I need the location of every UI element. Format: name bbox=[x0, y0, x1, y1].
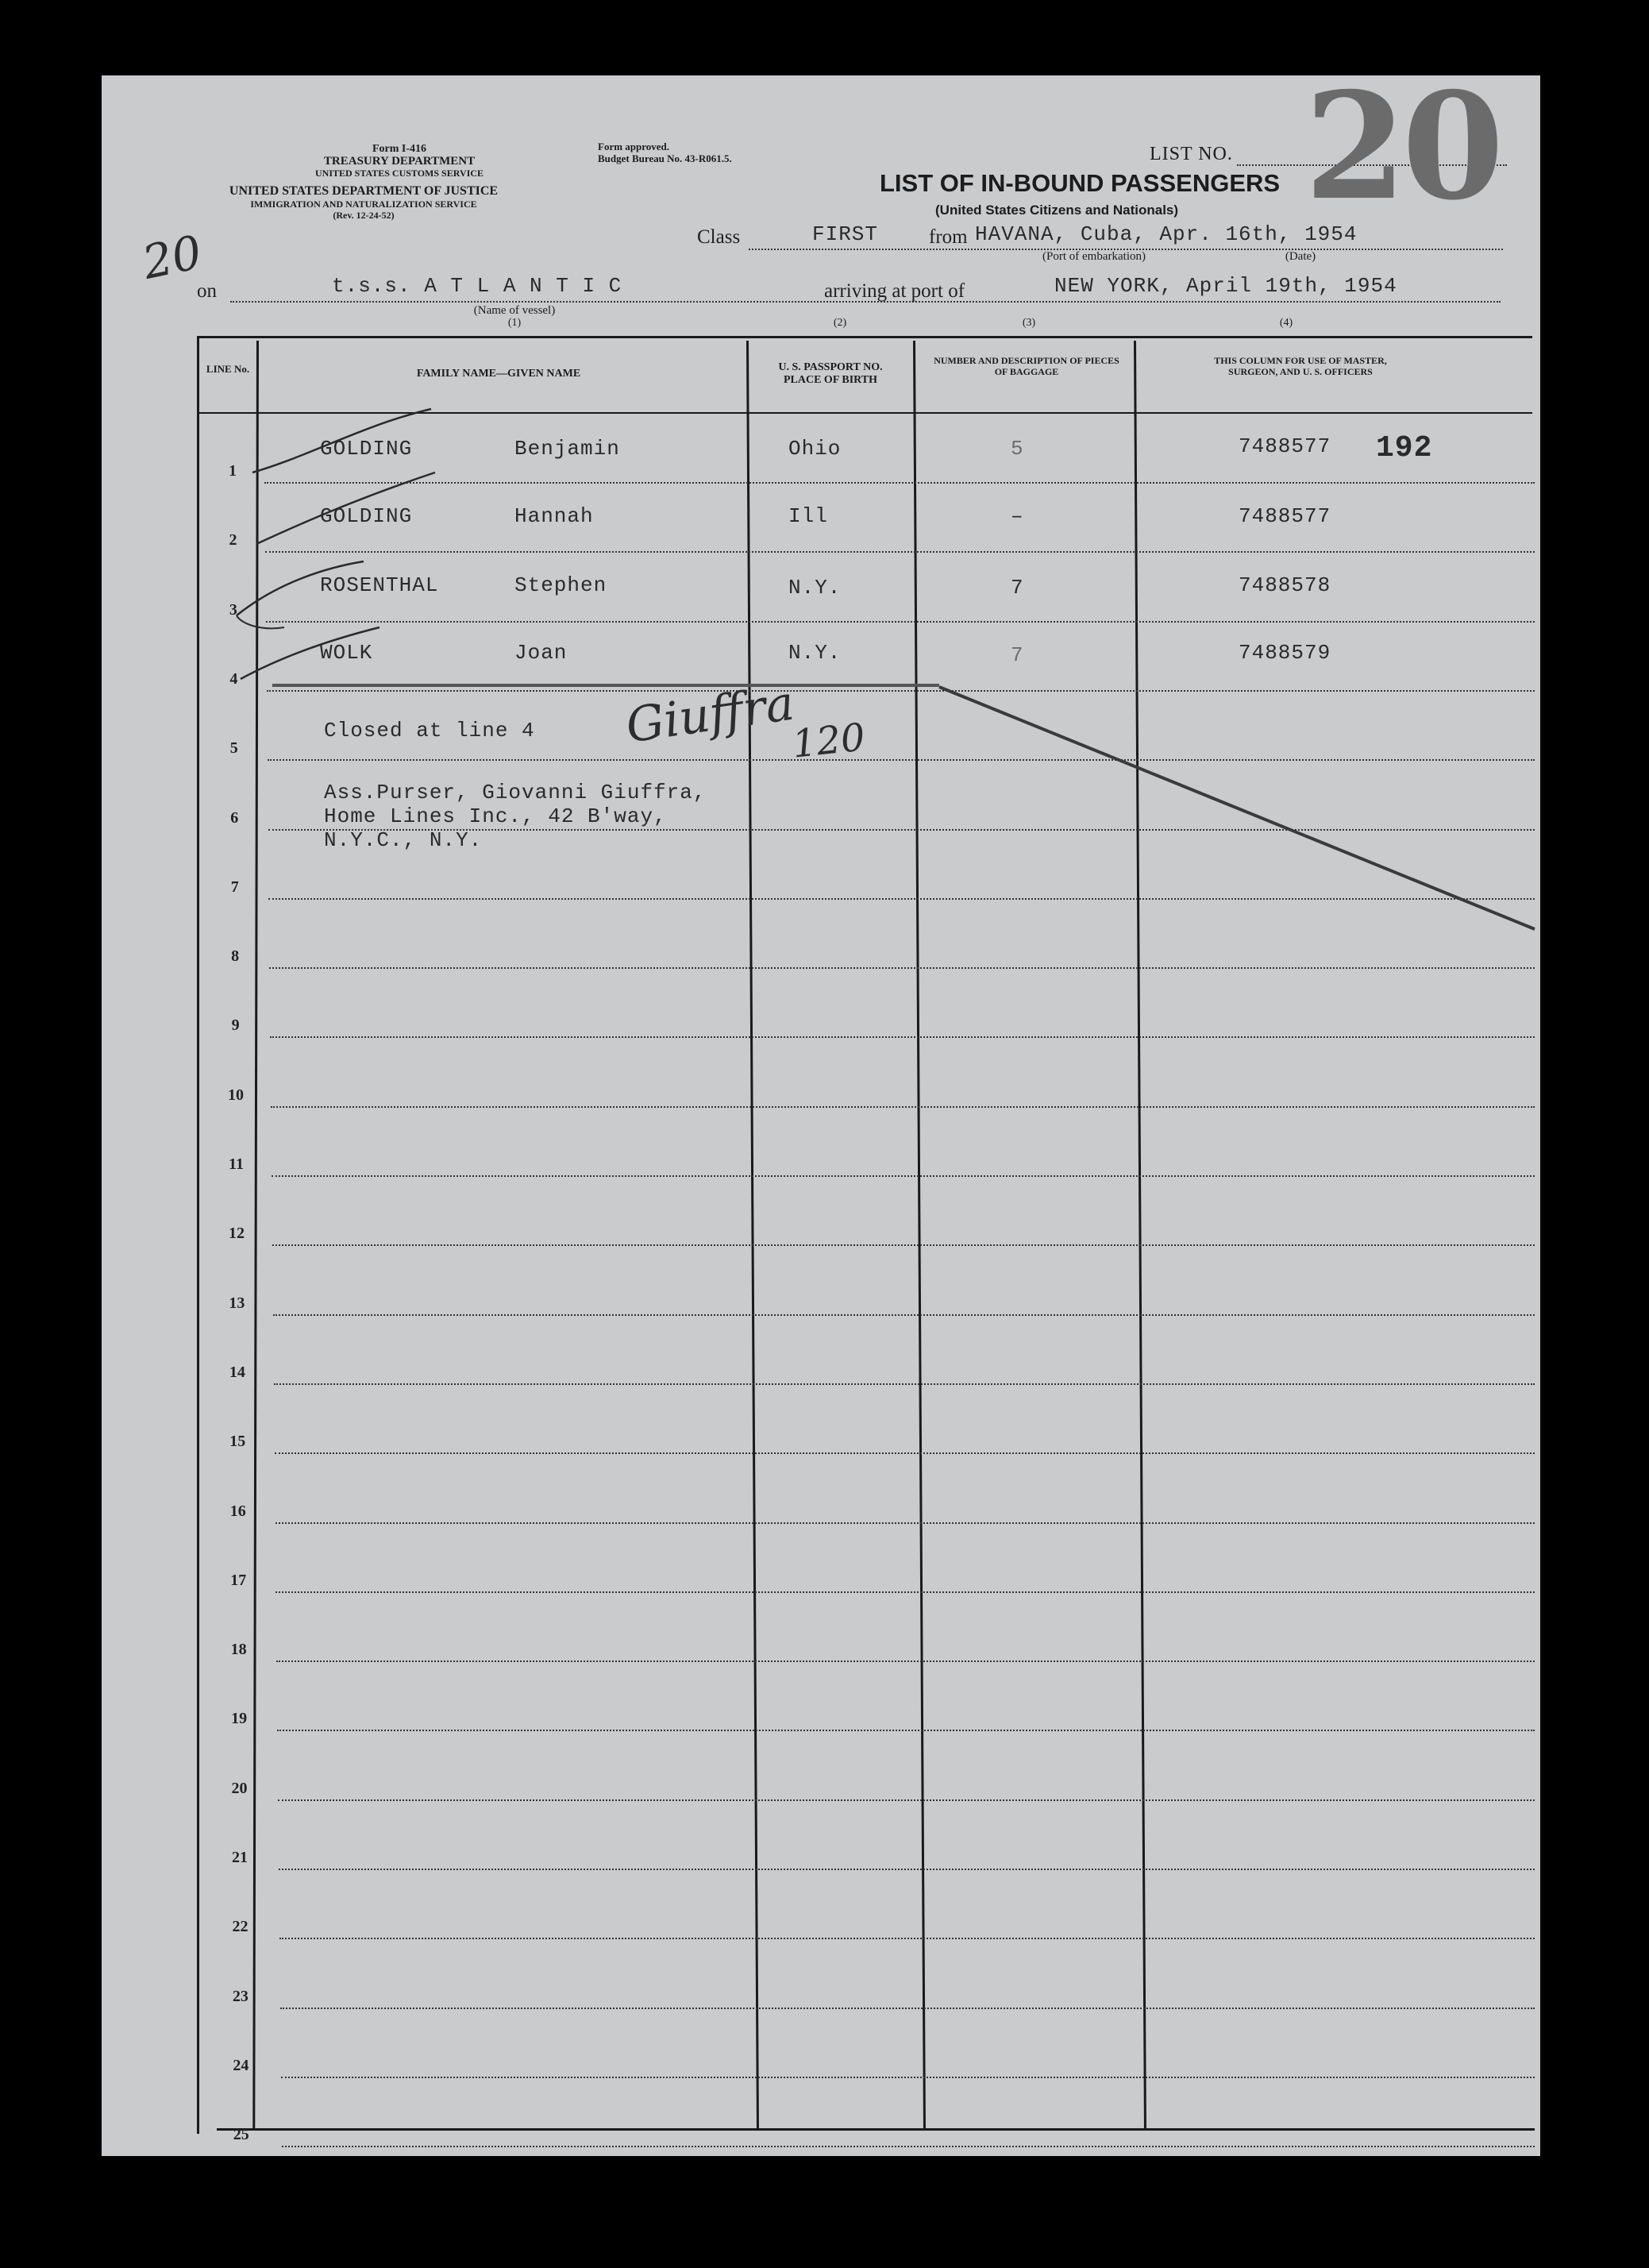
form-approved: Form approved. bbox=[598, 141, 670, 152]
passenger-3-given: Stephen bbox=[514, 573, 607, 597]
passenger-4-baggage: 7 bbox=[1011, 643, 1024, 667]
purser-line-1: Ass.Purser, Giovanni Giuffra, bbox=[324, 781, 707, 804]
line-number: 23 bbox=[232, 1987, 249, 2005]
purser-line-3: N.Y.C., N.Y. bbox=[324, 828, 483, 852]
from-label: from bbox=[929, 226, 968, 248]
signature: Giuffra bbox=[622, 675, 798, 754]
header-baggage: NUMBER AND DESCRIPTION OF PIECES OF BAGGAGE bbox=[934, 355, 1119, 377]
line-number: 24 bbox=[233, 2056, 249, 2074]
handwritten-number: 120 bbox=[790, 715, 868, 767]
caption-2: (2) bbox=[833, 317, 847, 329]
line-number: 21 bbox=[232, 1849, 248, 1866]
vessel-caption: (Name of vessel) bbox=[473, 304, 556, 317]
passenger-1-officer: 7488577 bbox=[1239, 434, 1331, 458]
passenger-4-birth: N.Y. bbox=[788, 641, 842, 665]
arrival-value: NEW YORK, April 19th, 1954 bbox=[1054, 274, 1397, 298]
passenger-3-birth: N.Y. bbox=[788, 576, 842, 600]
department-of-justice: UNITED STATES DEPARTMENT OF JUSTICE bbox=[229, 184, 499, 198]
purser-line-2: Home Lines Inc., 42 B'way, bbox=[324, 804, 667, 828]
passenger-4-family: WOLK bbox=[320, 641, 373, 665]
embarkation-value: HAVANA, Cuba, Apr. 16th, 1954 bbox=[975, 222, 1358, 246]
on-label: on bbox=[197, 280, 217, 302]
passenger-3-baggage: 7 bbox=[1011, 576, 1024, 600]
line-number: 11 bbox=[229, 1155, 244, 1173]
header-name: FAMILY NAME—GIVEN NAME bbox=[416, 368, 581, 380]
list-no-value: 20 bbox=[1304, 60, 1500, 233]
line-number: 17 bbox=[230, 1571, 247, 1589]
line-number: 9 bbox=[231, 1016, 240, 1035]
passenger-2-baggage: – bbox=[1011, 504, 1024, 528]
list-no-label: LIST NO. bbox=[1150, 144, 1233, 164]
passenger-1-family: GOLDING bbox=[320, 437, 413, 461]
arriving-label: arriving at port of bbox=[824, 280, 965, 302]
passenger-1-given: Benjamin bbox=[514, 437, 620, 461]
passenger-3-officer: 7488578 bbox=[1239, 573, 1331, 597]
passenger-2-officer: 7488577 bbox=[1239, 504, 1331, 528]
passenger-4-given: Joan bbox=[514, 641, 568, 665]
port-caption: (Port of embarkation) bbox=[1042, 250, 1146, 263]
line-number: 12 bbox=[228, 1225, 245, 1243]
manifest-subtitle: (United States Citizens and Nationals) bbox=[935, 202, 1179, 218]
line-number: 8 bbox=[231, 947, 240, 966]
header-passport: U. S. PASSPORT NO. PLACE OF BIRTH bbox=[778, 361, 883, 386]
line-number: 16 bbox=[229, 1502, 246, 1520]
line-number: 2 bbox=[229, 531, 237, 550]
line-number: 7 bbox=[230, 878, 239, 896]
line-number: 6 bbox=[230, 808, 239, 827]
caption-3: (3) bbox=[1022, 317, 1036, 329]
closed-note: Closed at line 4 bbox=[324, 719, 535, 742]
revision-date: (Rev. 12-24-52) bbox=[333, 210, 395, 221]
line-number: 3 bbox=[229, 600, 237, 619]
line-number: 13 bbox=[229, 1294, 245, 1312]
passenger-1-baggage: 5 bbox=[1011, 437, 1024, 461]
vessel-value: t.s.s. A T L A N T I C bbox=[332, 274, 622, 298]
form-number: Form I-416 bbox=[372, 143, 427, 155]
line-number: 25 bbox=[233, 2126, 249, 2144]
line-number: 22 bbox=[232, 1918, 249, 1936]
line-number: 1 bbox=[229, 462, 237, 480]
class-label: Class bbox=[697, 226, 741, 248]
line-number: 19 bbox=[231, 1710, 248, 1728]
header-officers: THIS COLUMN FOR USE OF MASTER, SURGEON, AND U. S. OFFICERS bbox=[1214, 355, 1387, 377]
line-number: 4 bbox=[229, 669, 238, 688]
manifest-sheet bbox=[102, 60, 1540, 2156]
passenger-1-birth: Ohio bbox=[788, 437, 842, 461]
margin-mark: 20 bbox=[137, 225, 207, 290]
passenger-2-family: GOLDING bbox=[320, 504, 413, 528]
passenger-1-note: 192 bbox=[1376, 431, 1433, 465]
passenger-2-given: Hannah bbox=[514, 504, 594, 528]
tick-marks bbox=[102, 75, 1540, 2156]
class-value: FIRST bbox=[812, 222, 879, 246]
line-number: 5 bbox=[229, 739, 238, 758]
line-number: 18 bbox=[230, 1641, 247, 1659]
caption-1: (1) bbox=[507, 317, 522, 329]
manifest-title: LIST OF IN-BOUND PASSENGERS bbox=[880, 169, 1281, 197]
header-line-no: LINE No. bbox=[206, 363, 250, 375]
date-caption: (Date) bbox=[1285, 250, 1316, 263]
line-number: 10 bbox=[228, 1086, 245, 1104]
treasury-department: TREASURY DEPARTMENT bbox=[323, 155, 476, 168]
line-number: 20 bbox=[231, 1779, 248, 1797]
caption-4: (4) bbox=[1279, 317, 1293, 329]
customs-service: UNITED STATES CUSTOMS SERVICE bbox=[315, 168, 484, 179]
line-number: 14 bbox=[229, 1363, 245, 1381]
passenger-4-officer: 7488579 bbox=[1239, 641, 1331, 665]
passenger-3-family: ROSENTHAL bbox=[320, 573, 439, 597]
passenger-2-birth: Ill bbox=[788, 504, 828, 528]
line-number: 15 bbox=[229, 1433, 246, 1451]
immigration-service: IMMIGRATION AND NATURALIZATION SERVICE bbox=[250, 199, 477, 210]
budget-bureau: Budget Bureau No. 43-R061.5. bbox=[598, 152, 732, 164]
